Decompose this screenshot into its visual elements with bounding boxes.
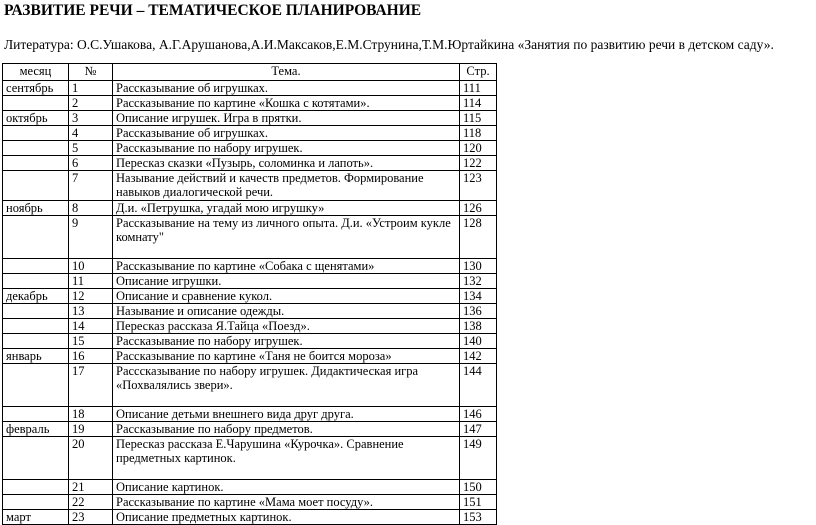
topic-cell: Называние и описание одежды. — [113, 304, 460, 319]
number-cell: 11 — [69, 274, 113, 289]
month-cell: ноябрь — [3, 201, 69, 216]
column-header-page: Стр. — [460, 64, 497, 81]
topic-cell: Рассказывание по набору игрушек. — [113, 334, 460, 349]
month-cell — [3, 334, 69, 349]
month-cell: декабрь — [3, 289, 69, 304]
month-cell: февраль — [3, 422, 69, 437]
page-cell: 123 — [460, 171, 497, 201]
month-cell — [3, 141, 69, 156]
page-cell: 126 — [460, 201, 497, 216]
table-row — [3, 437, 497, 480]
month-cell — [3, 274, 69, 289]
page-cell: 149 — [460, 437, 497, 480]
page-cell: 151 — [460, 495, 497, 510]
number-cell: 22 — [69, 495, 113, 510]
topic-cell: Д.и. «Петрушка, угадай мою игрушку» — [113, 201, 460, 216]
planning-table — [2, 63, 497, 525]
table-row — [3, 510, 497, 525]
page-cell: 153 — [460, 510, 497, 525]
page-cell: 120 — [460, 141, 497, 156]
month-cell — [3, 319, 69, 334]
month-cell: сентябрь — [3, 81, 69, 96]
page-cell: 115 — [460, 111, 497, 126]
number-cell: 6 — [69, 156, 113, 171]
literature-line: Литература: О.С.Ушакова, А.Г.Арушанова,А.И.Максаков,Е.М.Струнина,Т.М.Юртайкина «Занятия по развитию речи в детском саду». — [4, 37, 774, 52]
page-cell: 136 — [460, 304, 497, 319]
number-cell: 23 — [69, 510, 113, 525]
table-row — [3, 364, 497, 407]
number-cell: 17 — [69, 364, 113, 407]
topic-cell: Описание игрушки. — [113, 274, 460, 289]
month-cell — [3, 437, 69, 480]
page-cell: 144 — [460, 364, 497, 407]
number-cell: 10 — [69, 259, 113, 274]
table-row — [3, 422, 497, 437]
table-row — [3, 156, 497, 171]
table-row — [3, 141, 497, 156]
table-row — [3, 81, 497, 96]
table-row — [3, 334, 497, 349]
topic-cell: Рассказывание об игрушках. — [113, 81, 460, 96]
month-cell: октябрь — [3, 111, 69, 126]
table-row — [3, 304, 497, 319]
topic-cell: Рассказывание на тему из личного опыта. Д.и. «Устроим кукле комнату" — [113, 216, 460, 259]
table-row — [3, 480, 497, 495]
topic-cell: Пересказ рассказа Е.Чарушина «Курочка». Сравнение предметных картинок. — [113, 437, 460, 480]
column-header-topic: Тема. — [113, 64, 460, 81]
table-row — [3, 126, 497, 141]
month-cell — [3, 216, 69, 259]
month-cell — [3, 96, 69, 111]
column-header-number: № — [69, 64, 113, 81]
page-cell: 150 — [460, 480, 497, 495]
table-row — [3, 495, 497, 510]
number-cell: 19 — [69, 422, 113, 437]
topic-cell: Рассказывание по набору игрушек. — [113, 141, 460, 156]
number-cell: 8 — [69, 201, 113, 216]
table-row — [3, 111, 497, 126]
table-row — [3, 319, 497, 334]
topic-cell: Описание детьми внешнего вида друг друга. — [113, 407, 460, 422]
page-cell: 114 — [460, 96, 497, 111]
number-cell: 15 — [69, 334, 113, 349]
page-cell: 130 — [460, 259, 497, 274]
topic-cell: Называние действий и качеств предметов. Формирование навыков диалогической речи. — [113, 171, 460, 201]
number-cell: 7 — [69, 171, 113, 201]
table-row — [3, 349, 497, 364]
month-cell — [3, 156, 69, 171]
page-cell: 142 — [460, 349, 497, 364]
topic-cell: Рассказывание по картине «Кошка с котятами». — [113, 96, 460, 111]
topic-cell: Описание картинок. — [113, 480, 460, 495]
month-cell: март — [3, 510, 69, 525]
number-cell: 1 — [69, 81, 113, 96]
table-row — [3, 96, 497, 111]
page-cell: 134 — [460, 289, 497, 304]
month-cell — [3, 259, 69, 274]
month-cell: январь — [3, 349, 69, 364]
page-cell: 138 — [460, 319, 497, 334]
topic-cell: Расссказывание по набору игрушек. Дидактическая игра «Похвалялись звери». — [113, 364, 460, 407]
month-cell — [3, 126, 69, 141]
topic-cell: Описание и сравнение кукол. — [113, 289, 460, 304]
table-body — [3, 81, 497, 525]
table-row — [3, 216, 497, 259]
topic-cell: Описание предметных картинок. — [113, 510, 460, 525]
topic-cell: Рассказывание по картине «Собака с щенятами» — [113, 259, 460, 274]
month-cell — [3, 304, 69, 319]
page-cell: 140 — [460, 334, 497, 349]
number-cell: 18 — [69, 407, 113, 422]
page-cell: 111 — [460, 81, 497, 96]
number-cell: 16 — [69, 349, 113, 364]
month-cell — [3, 364, 69, 407]
topic-cell: Рассказывание по картине «Мама моет посуду». — [113, 495, 460, 510]
table-row — [3, 201, 497, 216]
page-cell: 118 — [460, 126, 497, 141]
topic-cell: Рассказывание по картине «Таня не боится мороза» — [113, 349, 460, 364]
table-header-row — [3, 64, 497, 81]
number-cell: 9 — [69, 216, 113, 259]
page-cell: 147 — [460, 422, 497, 437]
topic-cell: Рассказывание об игрушках. — [113, 126, 460, 141]
table-row — [3, 171, 497, 201]
topic-cell: Пересказ сказки «Пузырь, соломинка и лапоть». — [113, 156, 460, 171]
number-cell: 14 — [69, 319, 113, 334]
number-cell: 3 — [69, 111, 113, 126]
column-header-month: месяц — [3, 64, 69, 81]
table-row — [3, 259, 497, 274]
page-title: РАЗВИТИЕ РЕЧИ – ТЕМАТИЧЕСКОЕ ПЛАНИРОВАНИЕ — [4, 2, 422, 19]
month-cell — [3, 480, 69, 495]
table-row — [3, 274, 497, 289]
table-row — [3, 289, 497, 304]
number-cell: 4 — [69, 126, 113, 141]
topic-cell: Пересказ рассказа Я.Тайца «Поезд». — [113, 319, 460, 334]
page-cell: 128 — [460, 216, 497, 259]
month-cell — [3, 495, 69, 510]
number-cell: 2 — [69, 96, 113, 111]
number-cell: 13 — [69, 304, 113, 319]
topic-cell: Рассказывание по набору предметов. — [113, 422, 460, 437]
number-cell: 21 — [69, 480, 113, 495]
month-cell — [3, 407, 69, 422]
month-cell — [3, 171, 69, 201]
topic-cell: Описание игрушек. Игра в прятки. — [113, 111, 460, 126]
page-cell: 132 — [460, 274, 497, 289]
page-cell: 146 — [460, 407, 497, 422]
table-row — [3, 407, 497, 422]
number-cell: 12 — [69, 289, 113, 304]
number-cell: 5 — [69, 141, 113, 156]
number-cell: 20 — [69, 437, 113, 480]
page-cell: 122 — [460, 156, 497, 171]
